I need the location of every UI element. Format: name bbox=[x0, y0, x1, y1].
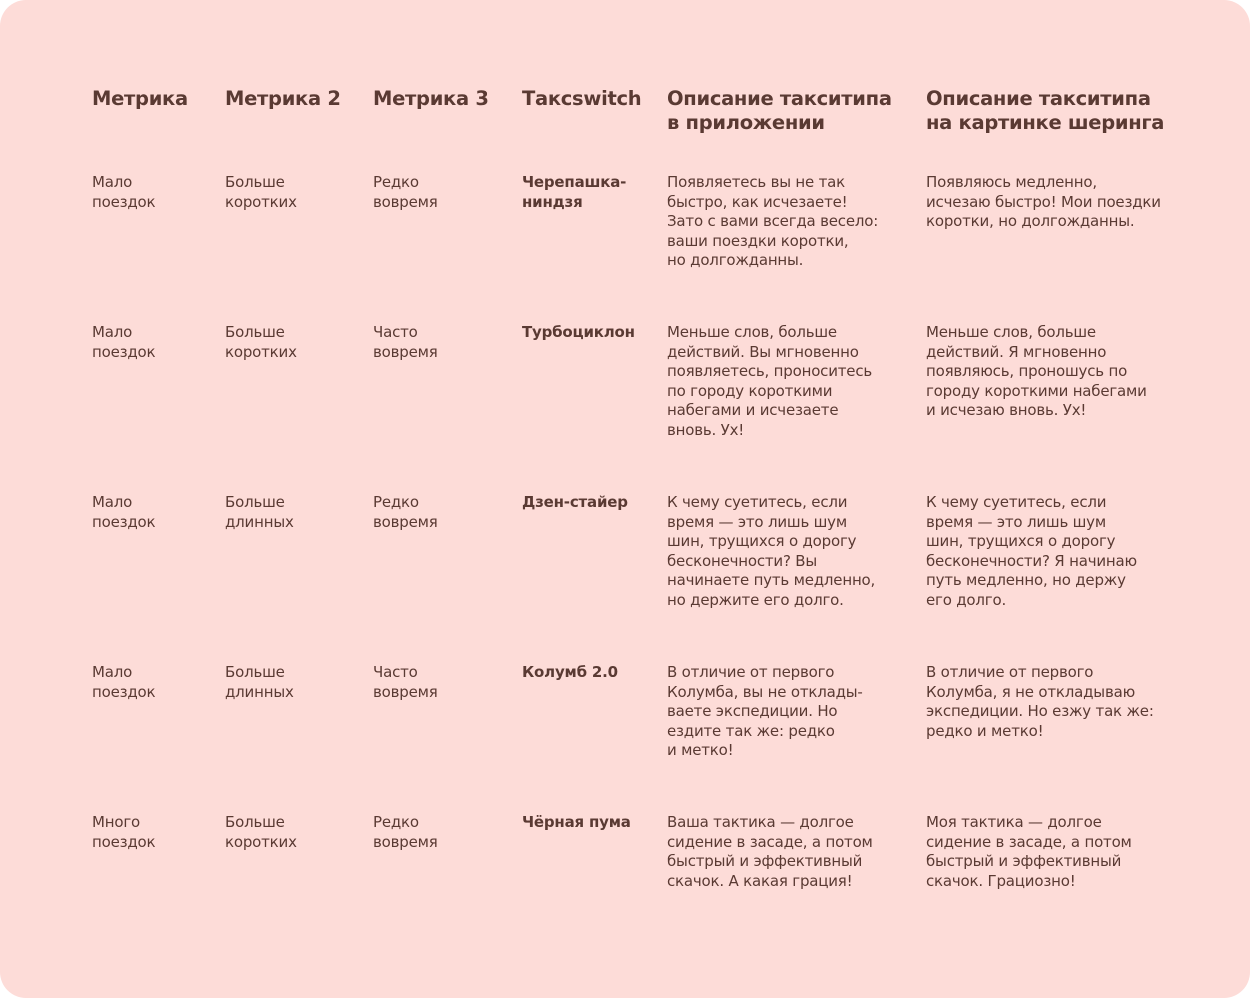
cell-metric-3: Редко вовремя bbox=[373, 173, 438, 211]
cell-metric-1: Мало поездок bbox=[92, 323, 156, 361]
cell-metric-2: Больше коротких bbox=[225, 323, 297, 361]
cell-metric-1: Мало поездок bbox=[92, 173, 156, 211]
cell-metric-3: Часто вовремя bbox=[373, 663, 438, 701]
cell-metric-2: Больше коротких bbox=[225, 813, 297, 851]
cell-taxitype: Чёрная пума bbox=[522, 813, 631, 831]
cell-taxitype: Черепашка- ниндзя bbox=[522, 173, 627, 211]
cell-metric-2: Больше коротких bbox=[225, 173, 297, 211]
cell-share-description: В отличие от первого Колумба, я не откладываю экспедиции. Но езжу так же: редко и метко! bbox=[926, 663, 1154, 740]
header-metric-2: Метрика 2 bbox=[225, 87, 341, 110]
header-metric-1: Метрика bbox=[92, 87, 188, 110]
header-taxitype: Таксswitch bbox=[522, 87, 642, 110]
cell-metric-1: Много поездок bbox=[92, 813, 156, 851]
cell-taxitype: Колумб 2.0 bbox=[522, 663, 618, 681]
cell-app-description: Меньше слов, больше действий. Вы мгновенно появляетесь, проноситесь по городу короткими набегами и исчезаете вновь. Ух! bbox=[667, 323, 873, 439]
cell-app-description: Ваша тактика — долгое сидение в засаде, а потом быстрый и эффективный скачок. А какая грация! bbox=[667, 813, 873, 890]
cell-metric-1: Мало поездок bbox=[92, 493, 156, 531]
header-share-description: Описание такситипа на картинке шеринга bbox=[926, 87, 1165, 134]
cell-metric-2: Больше длинных bbox=[225, 493, 294, 531]
cell-share-description: Меньше слов, больше действий. Я мгновенно появляюсь, проношусь по городу короткими набегами и исчезаю вновь. Ух! bbox=[926, 323, 1147, 420]
header-app-description: Описание такситипа в приложении bbox=[667, 87, 892, 134]
cell-share-description: К чему суетитесь, если время — это лишь шум шин, трущихся о дорогу бесконечности? Я начинаю путь медленно, но держу его долго. bbox=[926, 493, 1137, 609]
cell-app-description: В отличие от первого Колумба, вы не отклады- ваете экспедиции. Но ездите так же: редко и метко! bbox=[667, 663, 863, 760]
header-metric-3: Метрика 3 bbox=[373, 87, 489, 110]
cell-metric-3: Часто вовремя bbox=[373, 323, 438, 361]
cell-taxitype: Дзен-стайер bbox=[522, 493, 628, 511]
cell-share-description: Моя тактика — долгое сидение в засаде, а потом быстрый и эффективный скачок. Грациозно! bbox=[926, 813, 1132, 890]
cell-metric-3: Редко вовремя bbox=[373, 813, 438, 851]
cell-metric-3: Редко вовремя bbox=[373, 493, 438, 531]
cell-metric-2: Больше длинных bbox=[225, 663, 294, 701]
cell-metric-1: Мало поездок bbox=[92, 663, 156, 701]
cell-taxitype: Турбоциклон bbox=[522, 323, 635, 341]
cell-app-description: К чему суетитесь, если время — это лишь шум шин, трущихся о дорогу бесконечности? Вы начинаете путь медленно, но держите его долго. bbox=[667, 493, 876, 609]
cell-share-description: Появляюсь медленно, исчезаю быстро! Мои поездки коротки, но долгожданны. bbox=[926, 173, 1161, 231]
cell-app-description: Появляетесь вы не так быстро, как исчезаете! Зато с вами всегда весело: ваши поездки коротки, но долгожданны. bbox=[667, 173, 879, 270]
